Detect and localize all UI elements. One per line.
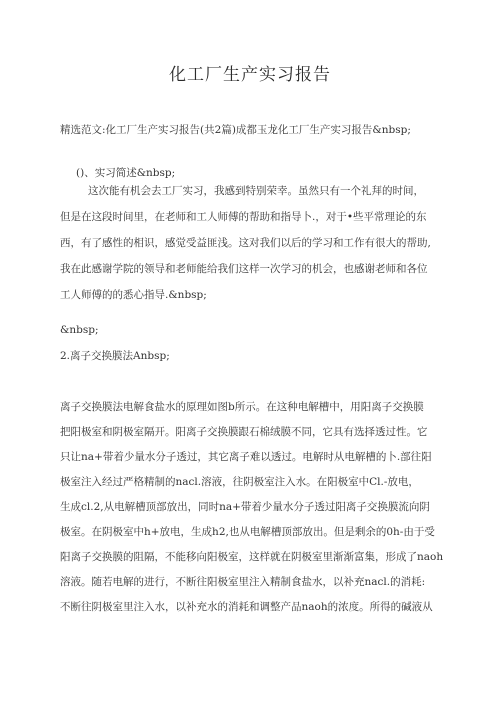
section-heading-1: ()、实习简述&nbsp; — [76, 167, 176, 179]
paragraph-1-line: 但是在这段时间里，在老师和工人师傅的帮助和指导卜.，对于•些平常理论的东 — [60, 211, 427, 223]
paragraph-2-line: 生成cl.2,从电解槽顶部放出，同时na+带着少量水分子透过阳离子交换膜流向阴 — [60, 501, 430, 513]
paragraph-2-line: 把阳极室和阴极室隔开。阳离子交换膜跟石棉绒膜不同，它具有选择透过性。它 — [60, 426, 428, 438]
paragraph-2-line: 极室。在阴极室中h+放电，生成h2,也从电解槽顶部放出。但是剩余的0h-由于受 — [60, 526, 435, 538]
paragraph-1-line: 工人师傅的的悉心指导.&nbsp; — [60, 289, 207, 301]
paragraph-2-line: 极室注入经过严格精制的nacl.溶液，往阴极室注入水。在阳极室中Cl.-放电， — [60, 476, 419, 488]
intro-line: 精选范文:化工厂生产实习报告(共2篇)成都玉龙化工厂生产实习报告&nbsp; — [60, 124, 411, 136]
paragraph-1-line: 我在此感谢学院的领导和老师能给我们这样一次学习的机会，也感谢老师和各位 — [60, 263, 428, 275]
paragraph-2-line: 阳离子交换膜的阻隔，不能移向阳极室，这样就在阴极室里渐渐富集，形成了naoh — [60, 551, 444, 563]
document-title: 化工厂生产实习报告 — [169, 65, 331, 85]
paragraph-1-line: 西，有了感性的相识，感觉受益匪浅。这对我们以后的学习和工作有很大的帮助, — [60, 237, 431, 249]
paragraph-2-line: 不断往阴极室里注入水，以补充水的消耗和调整产品naoh的浓度。所得的碱液从 — [60, 601, 433, 613]
nbsp-line: &nbsp; — [60, 324, 99, 336]
paragraph-2-line: 离子交换膜法电解食盐水的原理如图b所示。在这种电解槽中，用阳离子交换膜 — [60, 401, 424, 413]
paragraph-2-line: 只让na+带着少量水分子透过，其它离子难以透过。电解时从电解槽的卜.部往阳 — [60, 451, 432, 463]
section-heading-2: 2.离子交换膜法Anbsp; — [60, 350, 170, 362]
paragraph-1-line: 这次能有机会去工厂实习，我感到特别荣幸。虽然只有一个礼拜的时间， — [88, 185, 424, 197]
paragraph-2-line: 溶液。随若电解的进行，不断往阳极室里注入精制食盐水，以补充nacl.的消耗: — [60, 576, 426, 588]
